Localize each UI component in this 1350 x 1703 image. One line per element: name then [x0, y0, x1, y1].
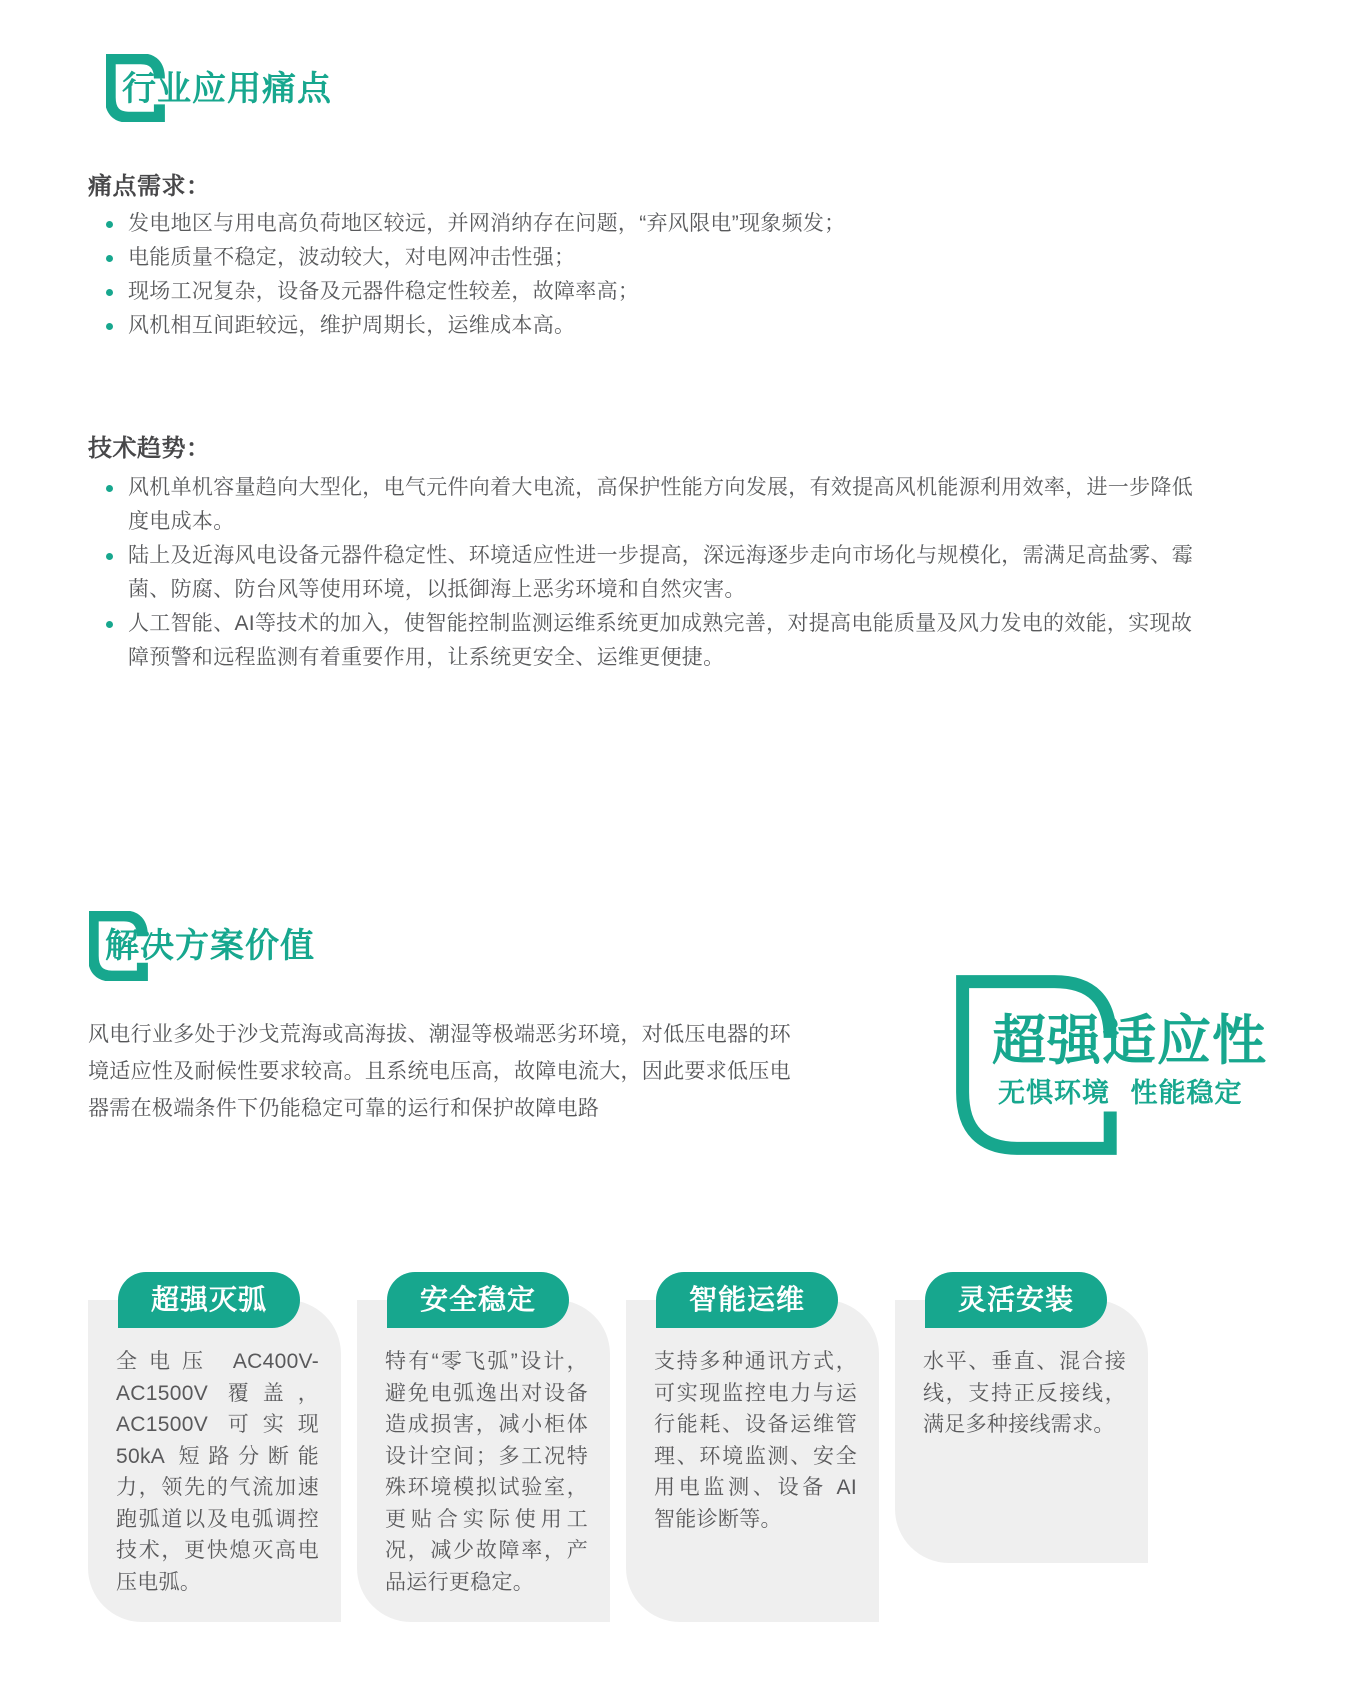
section1-title: 行业应用痛点 [122, 70, 332, 108]
pain-bullet [88, 275, 1188, 309]
bullet-dot [106, 323, 113, 330]
pain-bullet-list [88, 207, 1188, 343]
feature-card-safety-stability [357, 1272, 610, 1622]
feature-card-arc-extinguishing [88, 1272, 341, 1622]
trend-heading: 技术趋势： [88, 435, 211, 462]
pain-bullet [88, 241, 1188, 275]
feature-card-smart-om [626, 1272, 879, 1622]
pain-bullet-text: 现场工况复杂，设备及元器件稳定性较差，故障率高； [128, 280, 640, 303]
trend-bullet-text: 人工智能、AI等技术的加入，使智能控制监测运维系统更加成熟完善，对提高电能质量及风力发电的效能，实现故障预警和远程监测有着重要作用，让系统更安全、运维更便捷。 [128, 612, 1193, 669]
pain-bullet-text: 发电地区与用电高负荷地区较远，并网消纳存在问题，“弃风限电”现象频发； [128, 212, 846, 235]
trend-bullet [88, 471, 1196, 539]
callout-title: 超强适应性 [992, 1011, 1267, 1071]
feature-cards [88, 1272, 1148, 1622]
card-body-text: 水平、垂直、混合接线，支持正反接线，满足多种接线需求。 [895, 1300, 1148, 1563]
card-badge: 智能运维 [656, 1272, 838, 1328]
bullet-dot [106, 255, 113, 262]
section2-title: 解决方案价值 [105, 927, 315, 965]
feature-card-flexible-install [895, 1272, 1148, 1563]
section2-header [89, 911, 509, 983]
bullet-dot [106, 621, 113, 628]
card-body-text: 支持多种通讯方式，可实现监控电力与运行能耗、设备运维管理、环境监测、安全用电监测、设备 AI 智能诊断等。 [626, 1300, 879, 1622]
trend-bullet-text: 风机单机容量趋向大型化，电气元件向着大电流，高保护性能方向发展，有效提高风机能源利用效率，进一步降低度电成本。 [128, 476, 1193, 533]
card-body-text: 全电压 AC400V-AC1500V 覆盖，AC1500V 可实现 50kA 短路分断能力，领先的气流加速跑弧道以及电弧调控技术，更快熄灭高电压电弧。 [88, 1300, 341, 1622]
card-body-text: 特有“零飞弧”设计，避免电弧逸出对设备造成损害，减小柜体设计空间；多工况特殊环境模拟试验室，更贴合实际使用工况，减少故障率，产品运行更稳定。 [357, 1300, 610, 1622]
section1-header [106, 54, 526, 126]
pain-heading: 痛点需求： [88, 173, 211, 200]
card-badge: 安全稳定 [387, 1272, 569, 1328]
adaptability-callout [950, 966, 1330, 1176]
pain-bullet [88, 207, 1188, 241]
trend-bullet-list [88, 471, 1196, 675]
bullet-dot [106, 289, 113, 296]
callout-subtitle: 无惧环境 性能稳定 [998, 1078, 1243, 1108]
pain-bullet [88, 309, 1188, 343]
pain-bullet-text: 风机相互间距较远，维护周期长，运维成本高。 [128, 314, 576, 337]
bullet-dot [106, 221, 113, 228]
card-badge: 超强灭弧 [118, 1272, 300, 1328]
pain-bullet-text: 电能质量不稳定，波动较大，对电网冲击性强； [128, 246, 576, 269]
card-badge: 灵活安装 [925, 1272, 1107, 1328]
solution-paragraph: 风电行业多处于沙戈荒海或高海拔、潮湿等极端恶劣环境，对低压电器的环境适应性及耐候性要求较高。且系统电压高，故障电流大，因此要求低压电器需在极端条件下仍能稳定可靠的运行和保护故障电路 [88, 1023, 791, 1120]
bullet-dot [106, 485, 113, 492]
trend-bullet [88, 607, 1196, 675]
bullet-dot [106, 553, 113, 560]
trend-bullet [88, 539, 1196, 607]
trend-bullet-text: 陆上及近海风电设备元器件稳定性、环境适应性进一步提高，深远海逐步走向市场化与规模化，需满足高盐雾、霉菌、防腐、防台风等使用环境，以抵御海上恶劣环境和自然灾害。 [128, 544, 1193, 601]
